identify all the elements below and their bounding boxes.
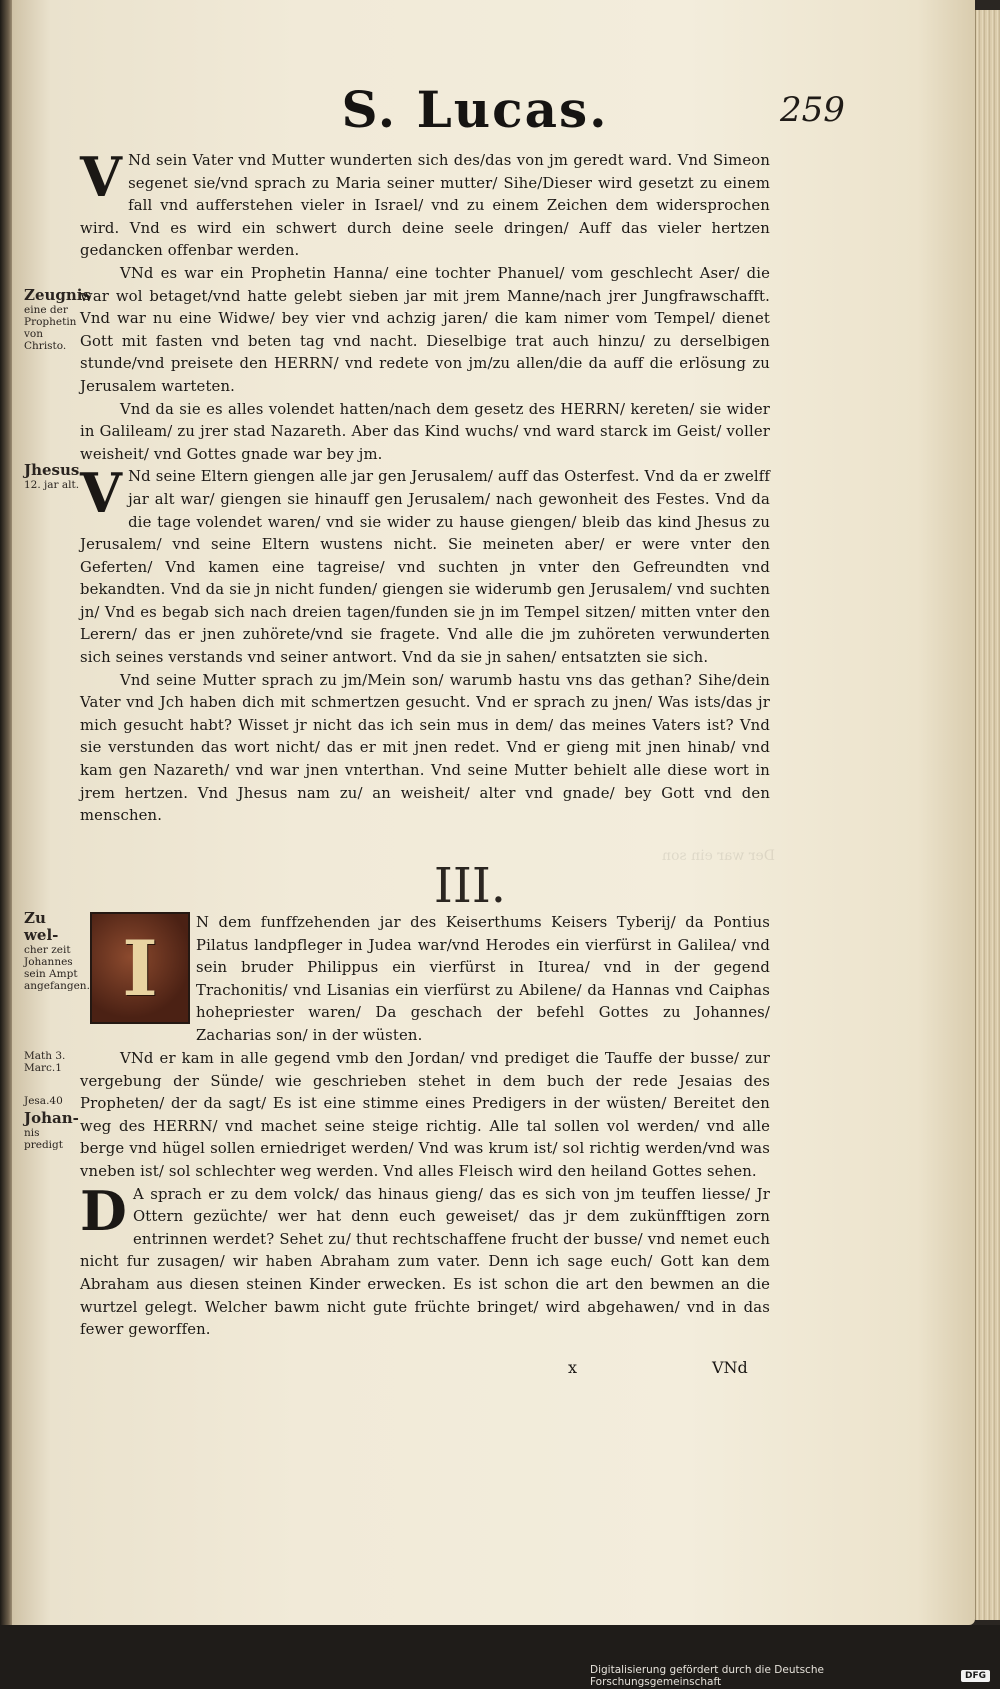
body-text-bottom <box>80 1048 770 1342</box>
margin-note-text: 12. jar alt. <box>24 479 80 491</box>
margin-note-heading: Zeugnis <box>24 286 91 304</box>
body-text-top <box>80 145 770 828</box>
paragraph-text: Nd sein Vater vnd Mutter wunderten sich des/das von jm geredt ward. Vnd Simeon segenet sie/vnd sprach zu Maria seiner mutter/ Sihe/Dieser wird gesetzt zu einem fall vnd aufferstehen vieler in Israel/ vnd zu einem Zeichen dem widersprochen wird. Vnd es wird ein schwert durch deine seele dringen/ Auff das vieler hertzen gedancken offenbar werden. <box>80 152 770 260</box>
margin-note-text: Jesa.40 <box>24 1095 63 1107</box>
margin-note-zuwel <box>24 909 90 992</box>
margin-note-text: eine der Prophetin von Christo. <box>24 304 77 352</box>
paragraph-text: A sprach er zu dem volck/ das hinaus gieng/ das es sich von jm teuffen liesse/ Jr Ottern gezüchte/ wer hat denn euch geweiset/ das jr dem zukünfftigen zorn entrinnen werdet? Sehet zu/ thut rechtschaffene frucht der busse/ vnd nemet euch nicht fur zusagen/ wir haben Abraham zum vater. Denn ich sage euch/ Gott kan dem Abraham aus diesen steinen Kinder erwecken. Es ist schon die art den bewmen an die wurtzel gelegt. Welcher bawm nicht gute früchte bringet/ wird abgehawen/ vnd in das fewer geworffen. <box>80 1185 770 1339</box>
catchword: VNd <box>712 1358 748 1377</box>
dfg-logo: DFG <box>961 1670 990 1682</box>
chapter-numeral: III. <box>433 858 507 914</box>
margin-note-text: nis predigt <box>24 1127 63 1151</box>
margin-note-text: Math 3. Marc.1 <box>24 1050 66 1074</box>
margin-note-jesa <box>24 1095 80 1107</box>
footer-text: Digitalisierung gefördert durch die Deutsche Forschungsgemeinschaft <box>590 1664 824 1688</box>
margin-note-jhesus <box>24 462 80 491</box>
margin-note-heading: Zu wel- <box>24 909 59 944</box>
margin-note-johan <box>24 1110 80 1151</box>
drop-cap: D <box>80 1178 127 1243</box>
page-number: 259 <box>780 90 845 130</box>
margin-note-math <box>24 1050 80 1074</box>
page-title: S. Lucas. <box>341 80 609 139</box>
signature-mark: x <box>568 1358 578 1377</box>
margin-note-text: cher zeit Johannes sein Ampt angefangen. <box>24 944 90 992</box>
margin-note-heading: Johan- <box>24 1109 79 1127</box>
drop-cap: V <box>80 145 123 209</box>
paragraph-text: Nd seine Eltern giengen alle jar gen Jerusalem/ auff das Osterfest. Vnd da er zwelff jar alt war/ giengen sie hinauff gen Jerusalem/ nach gewonheit des Festes. Vnd da die tage volendet waren/ vnd sie wider zu hause giengen/ bleib das kind Jhesus zu Jerusalem/ vnd seine Eltern wustens nicht. Sie meineten aber/ er were vnter den Geferten/ Vnd kamen eine tagreise/ vnd suchten jn vnter den Gefreundten vnd bekandten. Vnd da sie jn nicht funden/ giengen sie widerumb gen Jerusalem/ vnd suchten jn/ Vnd es begab sich nach dreien tagen/funden sie jn im Tempel sitzen/ mitten vnter den Lerern/ das er jnen zuhörete/vnd sie fragete. Vnd alle die jm zuhöreten verwunderten sich seines verstands vnd seiner antwort. Vnd da sie jn sahen/ entsatzten sie sich. <box>80 468 770 667</box>
margin-note-zeugnis <box>24 286 91 352</box>
show-through-text: Der war ein son <box>662 848 775 864</box>
paragraph: VNd er kam in alle gegend vmb den Jordan/ vnd prediget die Tauffe der busse/ zur vergebung der Sünde/ wie geschrieben stehet in dem buch der rede Jesaias des Propheten/ der da sagt/ Es ist eine stimme eines Predigers in der wüsten/ Bereitet den weg des HERRN/ vnd machet seine steige richtig. Alle tal sollen vol werden/ vnd alle berge vnd hügel sollen erniedriget werden/ Vnd was krum ist/ sol richtig werden/vnd was vneben ist/ sol schlechter weg werden. Vnd alles Fleisch wird den heiland Gottes sehen. <box>80 1050 770 1180</box>
paragraph <box>80 461 770 669</box>
initial-letter: I <box>122 923 158 1013</box>
digitization-footer <box>590 1664 990 1688</box>
margin-note-heading: Jhesus <box>24 461 80 479</box>
paragraph <box>80 145 770 263</box>
paragraph: VNd es war ein Prophetin Hanna/ eine tochter Phanuel/ vom geschlecht Aser/ die war wol betaget/vnd hatte gelebt sieben jar mit jrem Manne/nach jrer Jungfrawschafft. Vnd war nu eine Widwe/ bey vier vnd achzig jaren/ die kam nimer vom Tempel/ dienet Gott mit fasten vnd beten tag vnd nacht. Dieselbige trat auch hinzu/ zu derselbigen stunde/vnd preisete den HERRN/ vnd redete von jm/zu allen/die da auff die erlösung zu Jerusalem warteten. <box>80 264 770 395</box>
paragraph <box>80 1178 770 1342</box>
body-text-initial <box>196 912 770 1048</box>
paragraph: Vnd da sie es alles volendet hatten/nach dem gesetz des HERRN/ kereten/ sie wider in Galileam/ zu jrer stad Nazareth. Aber das Kind wuchs/ vnd ward starck im Geist/ voller weisheit/ vnd Gottes gnade war bey jm. <box>80 400 770 463</box>
paragraph: N dem funffzehenden jar des Keiserthums Keisers Tyberij/ da Pontius Pilatus landpfleger in Judea war/vnd Herodes ein vierfürst in Galilea/ vnd sein bruder Philippus ein vierfürst in Iturea/ vnd in der gegend Trachonitis/ vnd Lisanias ein vierfürst zu Abilene/ da Hannas vnd Caiphas hohepriester waren/ Da geschach der befehl Gottes zu Johannes/ Zacharias son/ in der wüsten. <box>196 914 770 1044</box>
page-stack-edge <box>975 10 1000 1620</box>
illuminated-initial <box>90 912 190 1024</box>
paragraph: Vnd seine Mutter sprach zu jm/Mein son/ warumb hastu vns das gethan? Sihe/dein Vater vnd Jch haben dich mit schmertzen gesucht. Vnd er sprach zu jnen/ Was ists/das jr mich gesucht habt? Wisset jr nicht das ich sein mus in dem/ das meines Vaters ist? Vnd sie verstunden das wort nicht/ das er mit jnen redet. Vnd er gieng mit jnen hinab/ vnd kam gen Nazareth/ vnd war jnen vnterthan. Vnd seine Mutter behielt alle diese wort in jrem hertzen. Vnd Jhesus nam zu/ an weisheit/ alter vnd gnade/ bey Gott vnd den menschen. <box>80 671 770 825</box>
drop-cap: V <box>80 461 123 526</box>
